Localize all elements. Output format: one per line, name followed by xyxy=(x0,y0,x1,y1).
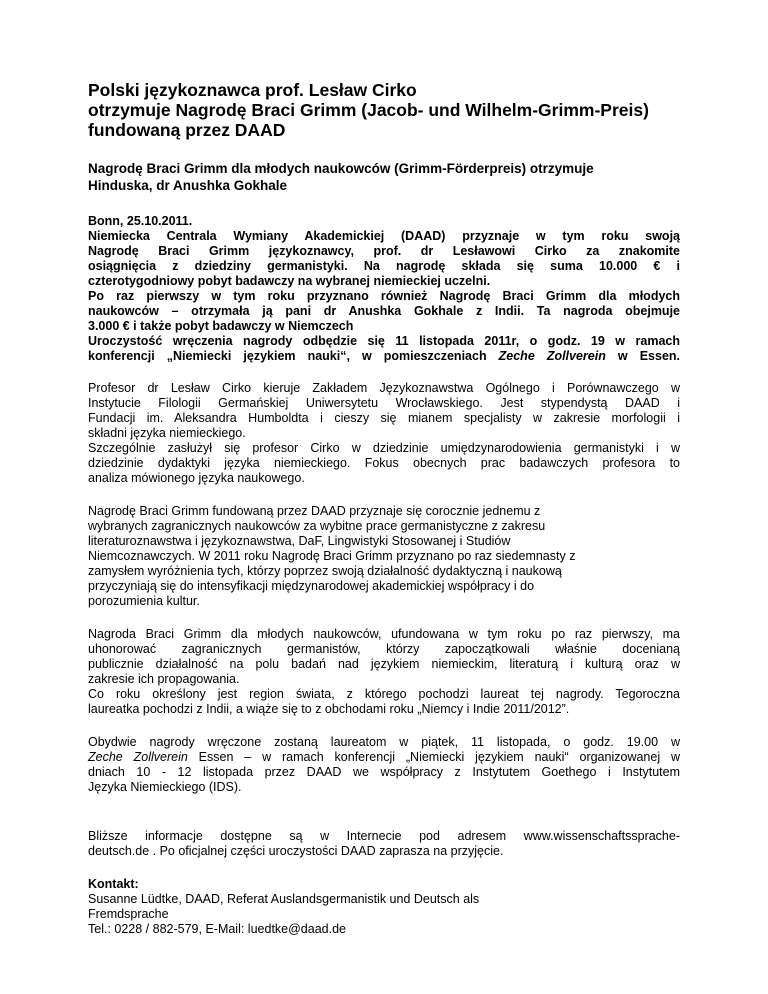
paragraph-line: Języka Niemieckiego (IDS). xyxy=(88,780,242,794)
paragraph-line: Instytucie Filologii Germańskiej Uniwersytetu Wrocławskiego. Jest stypendystą DAAD i xyxy=(88,396,680,410)
press-release-subtitle xyxy=(88,160,680,194)
lead-line: Niemiecka Centrala Wymiany Akademickiej (DAAD) przyznaje w tym roku swoją xyxy=(88,229,680,243)
paragraph-grimm-prize xyxy=(88,504,680,609)
paragraph-line: Szczególnie zasłużył się profesor Cirko w dziedzinie umiędzynarodowienia germanistyki i w xyxy=(88,441,680,455)
paragraph-line: porozumienia kultur. xyxy=(88,594,200,608)
lead-line: czterotygodniowy pobyt badawczy na wybranej niemieckiej uczelni. xyxy=(88,274,491,288)
lead-text: w Essen. xyxy=(605,349,680,363)
paragraph-line: zakresie ich propagowania. xyxy=(88,672,240,686)
lead-line: Po raz pierwszy w tym roku przyznano również Nagrodę Braci Grimm dla młodych xyxy=(88,289,680,303)
paragraph-young-scientists xyxy=(88,627,680,717)
paragraph-line: wybranych zagranicznych naukowców za wybitne prace germanistyczne z zakresu xyxy=(88,519,546,533)
venue-name: Zeche Zollverein xyxy=(88,750,188,764)
contact-line: Tel.: 0228 / 882-579, E-Mail: luedtke@daad.de xyxy=(88,922,346,936)
lead-line: Uroczystość wręczenia nagrody odbędzie się 11 listopada 2011r, o godz. 19 w ramach xyxy=(88,334,680,348)
contact-line: Susanne Lüdtke, DAAD, Referat Auslandsgermanistik und Deutsch als xyxy=(88,892,480,906)
contact-heading: Kontakt: xyxy=(88,877,139,891)
lead-line xyxy=(88,349,680,364)
paragraph-line: Obydwie nagrody wręczone zostaną laureatom w piątek, 11 listopada, o godz. 19.00 w xyxy=(88,735,680,749)
title-line: otrzymuje Nagrodę Braci Grimm (Jacob- und Wilhelm-Grimm-Preis) xyxy=(88,100,649,120)
paragraph-text: Essen – w ramach konferencji „Niemiecki językiem nauki“ organizowanej w xyxy=(187,750,680,764)
lead-text: konferencji „Niemiecki językiem nauki“, w pomieszczeniach xyxy=(88,349,499,363)
subtitle-line: Nagrodę Braci Grimm dla młodych naukowców (Grimm-Förderpreis) otrzymuje xyxy=(88,161,594,176)
paragraph-line: Profesor dr Lesław Cirko kieruje Zakładem Językoznawstwa Ogólnego i Porównawczego w xyxy=(88,381,680,395)
contact-block xyxy=(88,877,680,937)
paragraph-line: składni języka niemieckiego. xyxy=(88,426,246,440)
paragraph-line: dziedzinie dydaktyki języka niemieckiego. Fokus obecnych prac badawczych profesora to xyxy=(88,456,680,470)
paragraph-line: literaturoznawstwa i językoznawstwa, DaF, Lingwistyki Stosowanej i Studiów xyxy=(88,534,511,548)
paragraph-ceremony xyxy=(88,735,680,795)
dateline: Bonn, 25.10.2011. xyxy=(88,214,193,228)
paragraph-line: zamysłem wyróżnienia tych, którzy poprzez swoją działalność dydaktyczną i naukową xyxy=(88,564,562,578)
paragraph-line xyxy=(88,750,680,765)
press-release-title xyxy=(88,80,680,140)
paragraph-more-info xyxy=(88,829,680,859)
paragraph-line: Fundacji im. Aleksandra Humboldta i cieszy się mianem specjalisty w zakresie morfologii i xyxy=(88,411,680,425)
paragraph-line: Co roku określony jest region świata, z którego pochodzi laureat tej nagrody. Tegoroczna xyxy=(88,687,680,701)
paragraph-line: Nagrodę Braci Grimm fundowaną przez DAAD przyznaje się corocznie jednemu z xyxy=(88,504,541,518)
contact-line: Fremdsprache xyxy=(88,907,169,921)
title-line: fundowaną przez DAAD xyxy=(88,120,286,140)
paragraph-line: laureatka pochodzi z Indii, a wiąże się to z obchodami roku „Niemcy i Indie 2011/2012”. xyxy=(88,702,570,716)
paragraph-line: Bliższe informacje dostępne są w Internecie pod adresem www.wissenschaftssprache- xyxy=(88,829,680,843)
paragraph-line: analiza mówionego języka naukowego. xyxy=(88,471,305,485)
paragraph-line: deutsch.de . Po oficjalnej części uroczystości DAAD zaprasza na przyjęcie. xyxy=(88,844,504,858)
paragraph-line: Niemcoznawczych. W 2011 roku Nagrodę Braci Grimm przyznano po raz siedemnasty z xyxy=(88,549,576,563)
paragraph-line: publicznie działalność na polu badań nad językiem niemieckim, literaturą i kulturą oraz w xyxy=(88,657,680,671)
title-line: Polski językoznawca prof. Lesław Cirko xyxy=(88,80,417,100)
venue-name: Zeche Zollverein xyxy=(498,349,606,363)
lead-line: Nagrodę Braci Grimm językoznawcy, prof. dr Lesławowi Cirko za znakomite xyxy=(88,244,680,258)
paragraph-cirko xyxy=(88,381,680,486)
subtitle-line: Hinduska, dr Anushka Gokhale xyxy=(88,178,288,193)
paragraph-line: uhonorować zagranicznych germanistów, którzy zapoczątkowali właśnie docenianą xyxy=(88,642,680,656)
paragraph-line: Nagroda Braci Grimm dla młodych naukowców, ufundowana w tym roku po raz pierwszy, ma xyxy=(88,627,680,641)
paragraph-line: dniach 10 - 12 listopada przez DAAD we współpracy z Instytutem Goethego i Instytutem xyxy=(88,765,680,779)
lead-line: 3.000 € i także pobyt badawczy w Niemczech xyxy=(88,319,354,333)
lead-line: naukowców – otrzymała ją pani dr Anushka Gokhale z Indii. Ta nagroda obejmuje xyxy=(88,304,680,318)
lead-line: osiągnięcia z dziedziny germanistyki. Na nagrodę składa się suma 10.000 € i xyxy=(88,259,680,273)
lead-paragraph xyxy=(88,214,680,364)
paragraph-line: przyczyniają się do intensyfikacji międzynarodowej akademickiej współpracy i do xyxy=(88,579,535,593)
